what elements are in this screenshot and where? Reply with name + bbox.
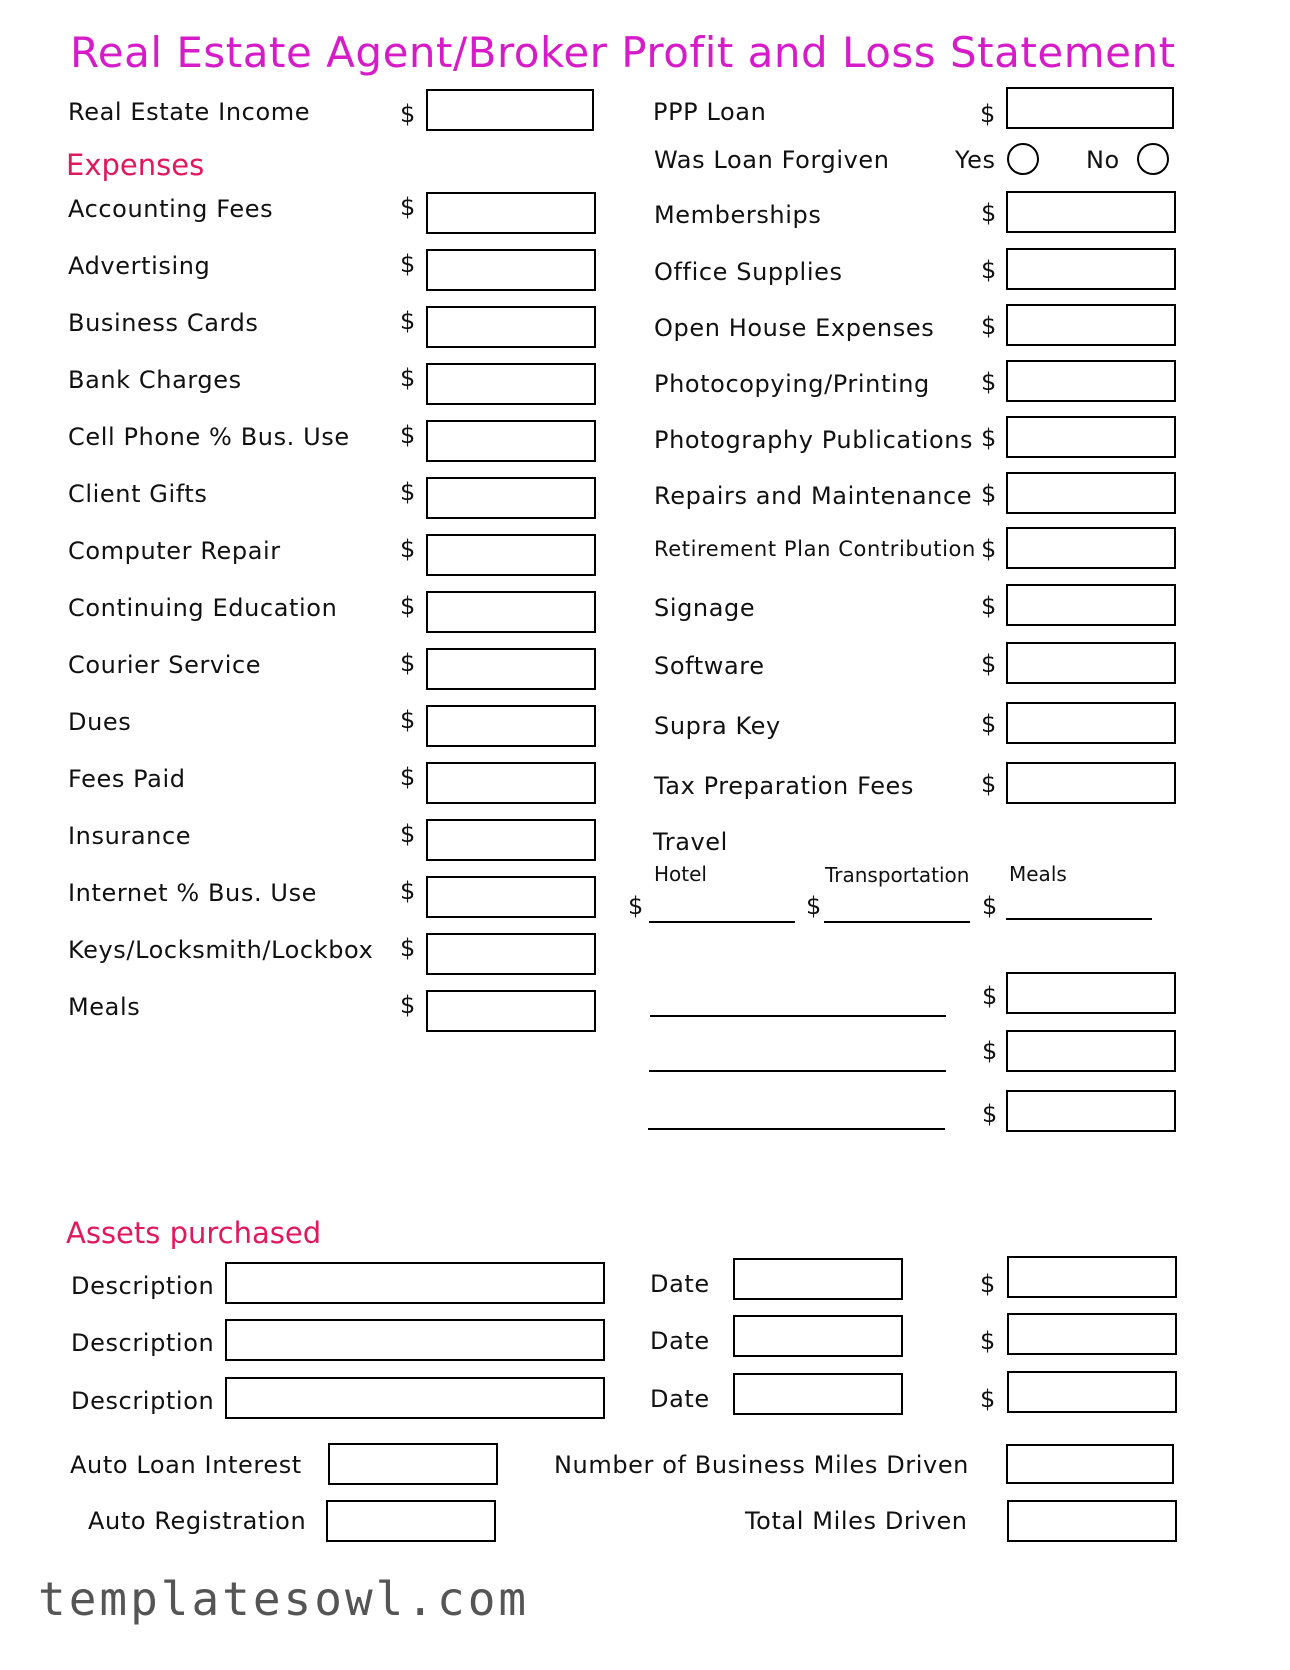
currency-symbol: $ <box>981 480 997 508</box>
expense-label: Cell Phone % Bus. Use <box>68 423 350 451</box>
asset-description-field[interactable] <box>225 1262 605 1304</box>
currency-symbol: $ <box>628 892 644 920</box>
business-miles-label: Number of Business Miles Driven <box>554 1451 969 1479</box>
auto-loan-interest-label: Auto Loan Interest <box>70 1451 302 1479</box>
asset-amount-field[interactable] <box>1007 1256 1177 1298</box>
asset-description-field[interactable] <box>225 1377 605 1419</box>
assets-heading: Assets purchased <box>66 1216 322 1250</box>
expense-amount-field[interactable] <box>1006 191 1176 233</box>
yes-label: Yes <box>955 146 996 174</box>
expense-amount-field[interactable] <box>1006 472 1176 514</box>
expense-label: Repairs and Maintenance <box>654 482 973 510</box>
expense-amount-field[interactable] <box>1006 642 1176 684</box>
currency-symbol: $ <box>981 424 997 452</box>
currency-symbol: $ <box>981 368 997 396</box>
loan-forgiven-label: Was Loan Forgiven <box>654 146 890 174</box>
transportation-field[interactable] <box>824 921 970 923</box>
expense-label: Memberships <box>654 201 822 229</box>
expense-amount-field[interactable] <box>426 477 596 519</box>
currency-symbol: $ <box>400 763 416 791</box>
transportation-label: Transportation <box>825 863 970 887</box>
expense-label: Software <box>654 652 765 680</box>
other-expense-line[interactable] <box>650 1015 946 1017</box>
travel-label: Travel <box>653 828 728 856</box>
expense-label: Courier Service <box>68 651 262 679</box>
expense-label: Supra Key <box>654 712 781 740</box>
currency-symbol: $ <box>806 892 822 920</box>
expense-amount-field[interactable] <box>426 420 596 462</box>
expense-label: Internet % Bus. Use <box>68 879 318 907</box>
currency-symbol: $ <box>400 100 416 128</box>
expense-label: Insurance <box>68 822 192 850</box>
asset-date-label: Date <box>650 1385 710 1413</box>
expense-label: Dues <box>68 708 132 736</box>
currency-symbol: $ <box>400 535 416 563</box>
total-miles-field[interactable] <box>1007 1500 1177 1542</box>
currency-symbol: $ <box>981 256 997 284</box>
expense-label: Retirement Plan Contribution <box>654 537 976 561</box>
currency-symbol: $ <box>980 1385 996 1413</box>
income-field[interactable] <box>426 89 594 131</box>
currency-symbol: $ <box>400 934 416 962</box>
currency-symbol: $ <box>981 199 997 227</box>
expense-amount-field[interactable] <box>426 249 596 291</box>
expense-label: Open House Expenses <box>654 314 935 342</box>
auto-registration-field[interactable] <box>326 1500 496 1542</box>
expense-label: Advertising <box>68 252 211 280</box>
other-expense-line[interactable] <box>648 1128 945 1130</box>
currency-symbol: $ <box>982 982 998 1010</box>
currency-symbol: $ <box>981 535 997 563</box>
expense-amount-field[interactable] <box>426 192 596 234</box>
expense-label: Photography Publications <box>654 426 974 454</box>
currency-symbol: $ <box>981 592 997 620</box>
expense-amount-field[interactable] <box>426 705 596 747</box>
no-label: No <box>1086 146 1120 174</box>
expense-amount-field[interactable] <box>426 363 596 405</box>
currency-symbol: $ <box>400 877 416 905</box>
currency-symbol: $ <box>400 193 416 221</box>
asset-description-field[interactable] <box>225 1319 605 1361</box>
other-expense-amount[interactable] <box>1006 1090 1176 1132</box>
hotel-field[interactable] <box>649 921 795 923</box>
travel-meals-label: Meals <box>1009 862 1067 886</box>
expense-label: Continuing Education <box>68 594 338 622</box>
income-label: Real Estate Income <box>68 98 311 126</box>
expense-label: Photocopying/Printing <box>654 370 930 398</box>
currency-symbol: $ <box>400 820 416 848</box>
expense-amount-field[interactable] <box>1006 762 1176 804</box>
expense-label: Accounting Fees <box>68 195 274 223</box>
expense-amount-field[interactable] <box>1006 584 1176 626</box>
other-expense-amount[interactable] <box>1006 972 1176 1014</box>
asset-date-field[interactable] <box>733 1258 903 1300</box>
asset-date-field[interactable] <box>733 1373 903 1415</box>
business-miles-field[interactable] <box>1006 1444 1174 1484</box>
expense-label: Office Supplies <box>654 258 843 286</box>
travel-meals-field[interactable] <box>1006 918 1152 920</box>
currency-symbol: $ <box>400 307 416 335</box>
expense-label: Bank Charges <box>68 366 242 394</box>
expense-label: Business Cards <box>68 309 259 337</box>
expense-label: Meals <box>68 993 141 1021</box>
expense-amount-field[interactable] <box>1006 702 1176 744</box>
asset-amount-field[interactable] <box>1007 1371 1177 1413</box>
asset-description-label: Description <box>71 1329 215 1357</box>
expense-amount-field[interactable] <box>1006 248 1176 290</box>
currency-symbol: $ <box>400 478 416 506</box>
expense-amount-field[interactable] <box>1006 527 1176 569</box>
expense-amount-field[interactable] <box>426 591 596 633</box>
asset-description-label: Description <box>71 1387 215 1415</box>
expense-label: Client Gifts <box>68 480 208 508</box>
page-title: Real Estate Agent/Broker Profit and Loss Statement <box>70 28 1176 77</box>
expense-amount-field[interactable] <box>426 534 596 576</box>
expense-amount-field[interactable] <box>426 876 596 918</box>
currency-symbol: $ <box>981 710 997 738</box>
ppp-loan-label: PPP Loan <box>653 98 767 126</box>
currency-symbol: $ <box>982 1100 998 1128</box>
currency-symbol: $ <box>400 592 416 620</box>
yes-radio[interactable] <box>1007 143 1039 175</box>
currency-symbol: $ <box>980 1270 996 1298</box>
expenses-heading: Expenses <box>66 148 205 182</box>
asset-amount-field[interactable] <box>1007 1313 1177 1355</box>
currency-symbol: $ <box>980 100 996 128</box>
expense-label: Tax Preparation Fees <box>654 772 915 800</box>
currency-symbol: $ <box>980 1327 996 1355</box>
currency-symbol: $ <box>400 991 416 1019</box>
hotel-label: Hotel <box>654 862 707 886</box>
currency-symbol: $ <box>981 770 997 798</box>
expense-amount-field[interactable] <box>1006 304 1176 346</box>
ppp-loan-field[interactable] <box>1006 87 1174 129</box>
expense-amount-field[interactable] <box>426 648 596 690</box>
expense-label: Signage <box>654 594 756 622</box>
currency-symbol: $ <box>400 421 416 449</box>
other-expense-amount[interactable] <box>1006 1030 1176 1072</box>
currency-symbol: $ <box>982 892 998 920</box>
auto-registration-label: Auto Registration <box>88 1507 307 1535</box>
asset-description-label: Description <box>71 1272 215 1300</box>
watermark-text: templatesowl.com <box>38 1572 530 1626</box>
expense-amount-field[interactable] <box>426 306 596 348</box>
expense-label: Computer Repair <box>68 537 281 565</box>
expense-amount-field[interactable] <box>426 762 596 804</box>
total-miles-label: Total Miles Driven <box>745 1507 968 1535</box>
asset-date-field[interactable] <box>733 1315 903 1357</box>
currency-symbol: $ <box>982 1037 998 1065</box>
asset-date-label: Date <box>650 1270 710 1298</box>
expense-amount-field[interactable] <box>1006 360 1176 402</box>
currency-symbol: $ <box>981 650 997 678</box>
currency-symbol: $ <box>400 364 416 392</box>
expense-amount-field[interactable] <box>426 990 596 1032</box>
currency-symbol: $ <box>400 706 416 734</box>
expense-amount-field[interactable] <box>1006 416 1176 458</box>
expense-amount-field[interactable] <box>426 819 596 861</box>
expense-label: Keys/Locksmith/Lockbox <box>68 936 374 964</box>
asset-date-label: Date <box>650 1327 710 1355</box>
currency-symbol: $ <box>400 250 416 278</box>
expense-label: Fees Paid <box>68 765 186 793</box>
no-radio[interactable] <box>1137 143 1169 175</box>
other-expense-line[interactable] <box>649 1070 946 1072</box>
auto-loan-interest-field[interactable] <box>328 1443 498 1485</box>
currency-symbol: $ <box>400 649 416 677</box>
expense-amount-field[interactable] <box>426 933 596 975</box>
currency-symbol: $ <box>981 312 997 340</box>
